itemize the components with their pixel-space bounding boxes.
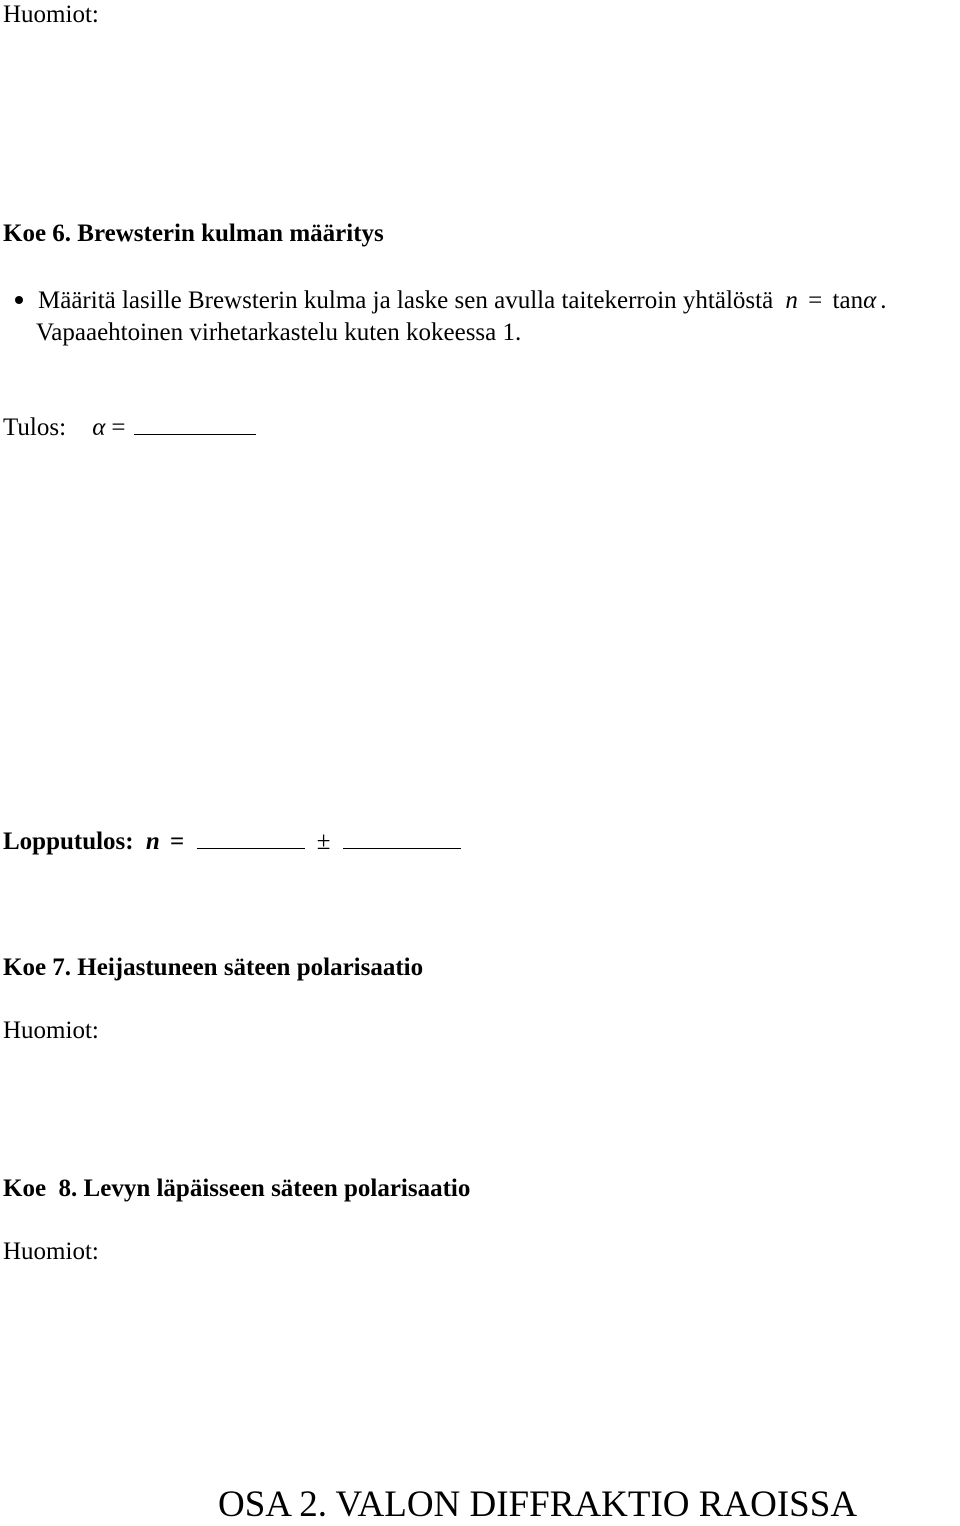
formula-tan: tan	[832, 287, 864, 314]
koe6-title: Koe 6. Brewsterin kulman määritys	[3, 220, 384, 247]
plus-minus: ±	[316, 828, 331, 855]
result-blank[interactable]	[134, 433, 256, 435]
result-row	[3, 413, 256, 443]
koe8-title: Koe 8. Levyn läpäisseen säteen polarisaatio	[3, 1175, 471, 1202]
final-error-blank[interactable]	[343, 847, 461, 849]
final-n: n	[145, 828, 160, 855]
final-equals: =	[170, 828, 185, 855]
notes-label: Huomiot:	[3, 1, 99, 28]
koe7-title: Koe 7. Heijastuneen säteen polarisaatio	[3, 954, 424, 981]
instruction-text: Määritä lasille Brewsterin kulma ja laske sen avulla taitekerroin yhtälöstä	[38, 287, 774, 314]
result-label: Tulos:	[3, 414, 67, 441]
formula-n: n	[785, 287, 798, 314]
koe7-notes-label: Huomiot:	[3, 1017, 99, 1044]
koe8-notes-label: Huomiot:	[3, 1238, 99, 1265]
formula-alpha: α	[863, 287, 877, 314]
final-label: Lopputulos:	[3, 828, 134, 855]
formula-equals: =	[808, 287, 823, 314]
result-equals: =	[111, 414, 126, 441]
koe6-instruction-line2: Vapaaehtoinen virhetarkastelu kuten kokeessa 1.	[36, 319, 522, 346]
final-value-blank[interactable]	[197, 847, 305, 849]
koe6-instruction	[38, 286, 886, 316]
formula-period: .	[880, 287, 887, 314]
section-heading: OSA 2. VALON DIFFRAKTIO RAOISSA	[218, 1484, 858, 1525]
bullet-icon	[15, 296, 23, 304]
result-alpha: α	[92, 414, 106, 441]
final-result-row	[3, 827, 461, 857]
